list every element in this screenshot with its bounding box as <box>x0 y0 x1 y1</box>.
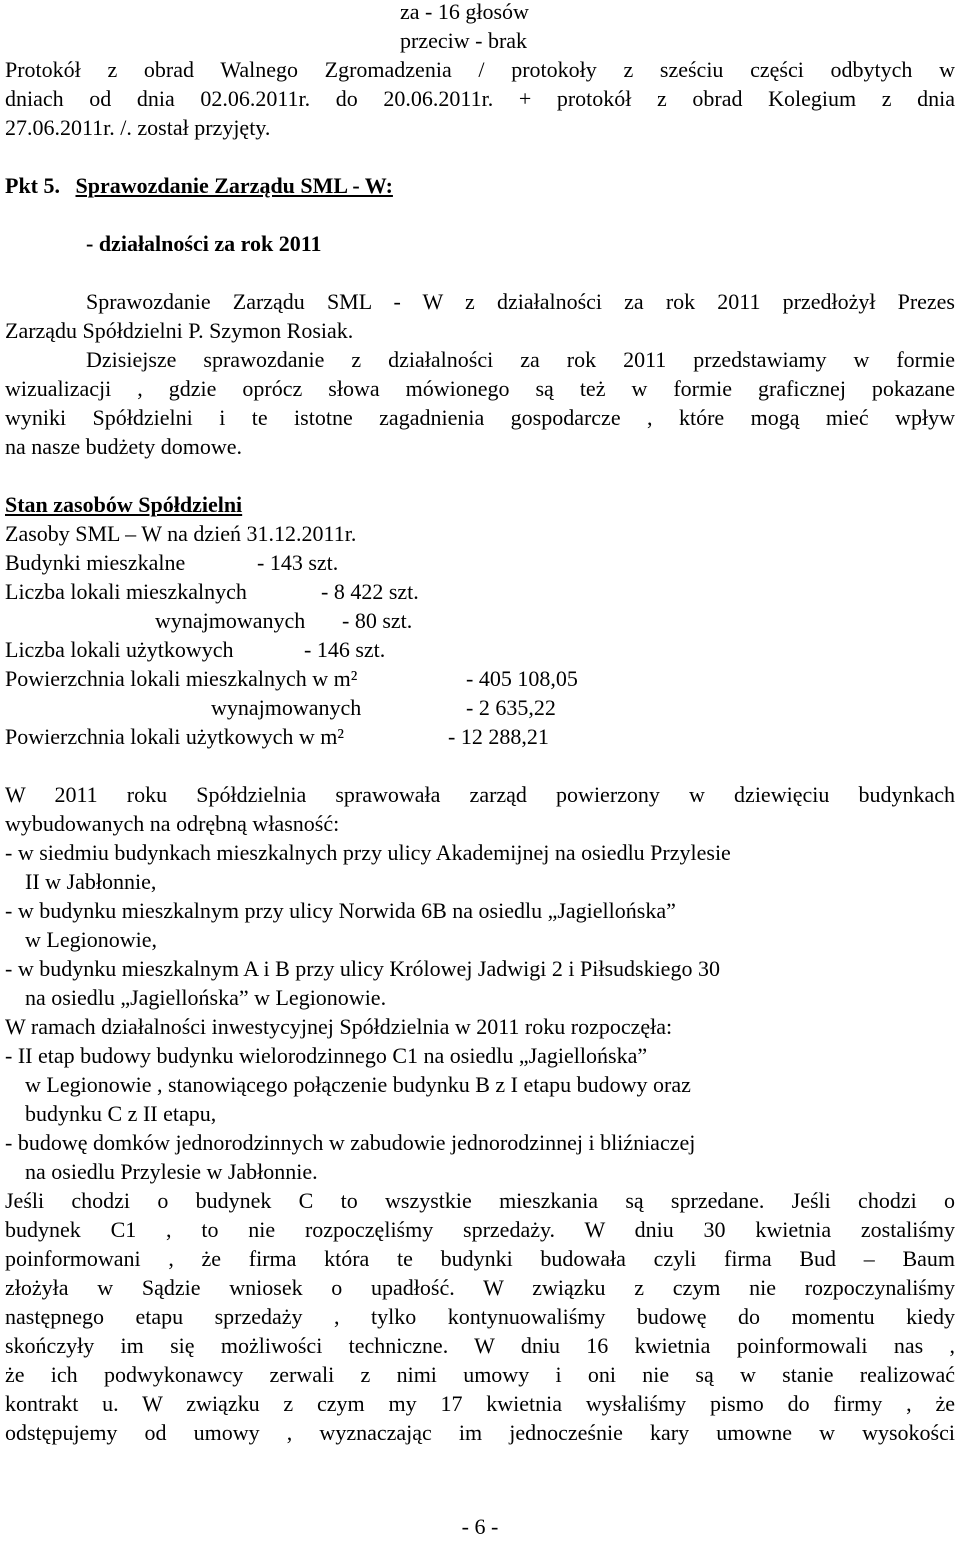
list-item-line: - II etap budowy budynku wielorodzinnego C1 na osiedlu „Jagiellońska” <box>5 1043 648 1068</box>
paragraph-line: na nasze budżety domowe. <box>5 434 243 459</box>
stat-label: Liczba lokali użytkowych <box>5 637 234 662</box>
stat-value: - 12 288,21 <box>448 724 549 749</box>
stat-row-buildings <box>5 548 955 577</box>
stat-row-residential-units <box>5 577 955 606</box>
list-item-line: - budowę domków jednorodzinnych w zabudowie jednorodzinnej i bliźniaczej <box>5 1130 696 1155</box>
vote-for-line: za - 16 głosów <box>400 0 529 24</box>
paragraph-line: W 2011 roku Spółdzielnia sprawowała zarząd powierzony w dziewięciu budynkach <box>5 782 955 807</box>
paragraph-line: odstępujemy od umowy , wyznaczając im jednocześnie kary umowne w wysokości <box>5 1420 955 1445</box>
list-item-line: - w budynku mieszkalnym przy ulicy Norwida 6B na osiedlu „Jagiellońska” <box>5 898 676 923</box>
stat-label: Powierzchnia lokali użytkowych w m² <box>5 724 344 749</box>
list-item-line: - w siedmiu budynkach mieszkalnych przy ulicy Akademijnej na osiedlu Przylesie <box>5 840 731 865</box>
stat-label: wynajmowanych <box>155 608 306 633</box>
list-item-continuation: w Legionowie , stanowiącego połączenie budynku B z I etapu budowy oraz <box>25 1072 691 1097</box>
paragraph-line: W ramach działalności inwestycyjnej Spółdzielnia w 2011 roku rozpoczęła: <box>5 1014 673 1039</box>
list-item-line: - w budynku mieszkalnym A i B przy ulicy Królowej Jadwigi 2 i Piłsudskiego 30 <box>5 956 720 981</box>
section-title: Sprawozdanie Zarządu SML - W: <box>75 173 393 198</box>
subsection-heading: - działalności za rok 2011 <box>86 231 322 256</box>
paragraph-line: kontrakt u. W związku z czym my 17 kwietnia wysłaliśmy pismo do firmy , że <box>5 1391 955 1416</box>
vote-against-line: przeciw - brak <box>400 28 528 53</box>
paragraph-line: 27.06.2011r. /. został przyjęty. <box>5 115 271 140</box>
stat-label: Powierzchnia lokali mieszkalnych w m² <box>5 666 358 691</box>
section-heading <box>5 171 955 200</box>
stat-row-rented-units <box>5 606 955 635</box>
paragraph-line: wizualizacji , gdzie oprócz słowa mówionego są też w formie graficznej pokazane <box>5 376 955 401</box>
stat-value: - 80 szt. <box>342 608 413 633</box>
list-item-continuation: na osiedlu Przylesie w Jabłonnie. <box>25 1159 318 1184</box>
stat-value: - 143 szt. <box>257 550 339 575</box>
paragraph-line: poinformowani , że firma która te budynki budowała czyli firma Bud – Baum <box>5 1246 955 1271</box>
section-number: Pkt 5. <box>5 173 60 198</box>
stat-value: - 146 szt. <box>304 637 386 662</box>
paragraph-line: Sprawozdanie Zarządu SML - W z działalności za rok 2011 przedłożył Prezes <box>86 289 955 314</box>
page-number: - 6 - <box>461 1514 499 1539</box>
stat-row-commercial-units <box>5 635 955 664</box>
paragraph-line: skończyły im się możliwości techniczne. W dniu 16 kwietnia poinformowali nas , <box>5 1333 955 1358</box>
paragraph-line: Jeśli chodzi o budynek C to wszystkie mieszkania są sprzedane. Jeśli chodzi o <box>5 1188 955 1213</box>
paragraph-line: wyniki Spółdzielni i te istotne zagadnienia gospodarcze , które mogą mieć wpływ <box>5 405 955 430</box>
paragraph-line: Zarządu Spółdzielni P. Szymon Rosiak. <box>5 318 354 343</box>
stat-label: wynajmowanych <box>211 695 362 720</box>
resources-date-line: Zasoby SML – W na dzień 31.12.2011r. <box>5 521 357 546</box>
paragraph-line: że ich podwykonawcy zerwali z nimi umowy i oni nie są w stanie realizować <box>5 1362 955 1387</box>
stat-label: Budynki mieszkalne <box>5 550 186 575</box>
paragraph-line: budynek C1 , to nie rozpoczęliśmy sprzedaży. W dniu 30 kwietnia zostaliśmy <box>5 1217 955 1242</box>
paragraph-line: dniach od dnia 02.06.2011r. do 20.06.2011r. + protokół z obrad Kolegium z dnia <box>5 86 955 111</box>
paragraph-line: następnego etapu sprzedaży , tylko kontynuowaliśmy budowę do momentu kiedy <box>5 1304 955 1329</box>
paragraph-line: wybudowanych na odrębną własność: <box>5 811 340 836</box>
paragraph-line: Protokół z obrad Walnego Zgromadzenia / protokoły z sześciu części odbytych w <box>5 57 955 82</box>
paragraph-line: złożyła w Sądzie wniosek o upadłość. W związku z czym nie rozpoczynaliśmy <box>5 1275 955 1300</box>
stat-value: - 8 422 szt. <box>321 579 419 604</box>
paragraph-line: Dzisiejsze sprawozdanie z działalności za rok 2011 przedstawiamy w formie <box>86 347 955 372</box>
stat-row-rented-area <box>5 693 955 722</box>
stat-value: - 2 635,22 <box>466 695 556 720</box>
resources-heading: Stan zasobów Spółdzielni <box>5 492 243 517</box>
list-item-continuation: II w Jabłonnie, <box>25 869 157 894</box>
stat-row-commercial-area <box>5 722 955 751</box>
stat-value: - 405 108,05 <box>466 666 578 691</box>
stat-row-residential-area <box>5 664 955 693</box>
list-item-continuation: budynku C z II etapu, <box>25 1101 217 1126</box>
list-item-continuation: na osiedlu „Jagiellońska” w Legionowie. <box>25 985 387 1010</box>
list-item-continuation: w Legionowie, <box>25 927 157 952</box>
stat-label: Liczba lokali mieszkalnych <box>5 579 247 604</box>
